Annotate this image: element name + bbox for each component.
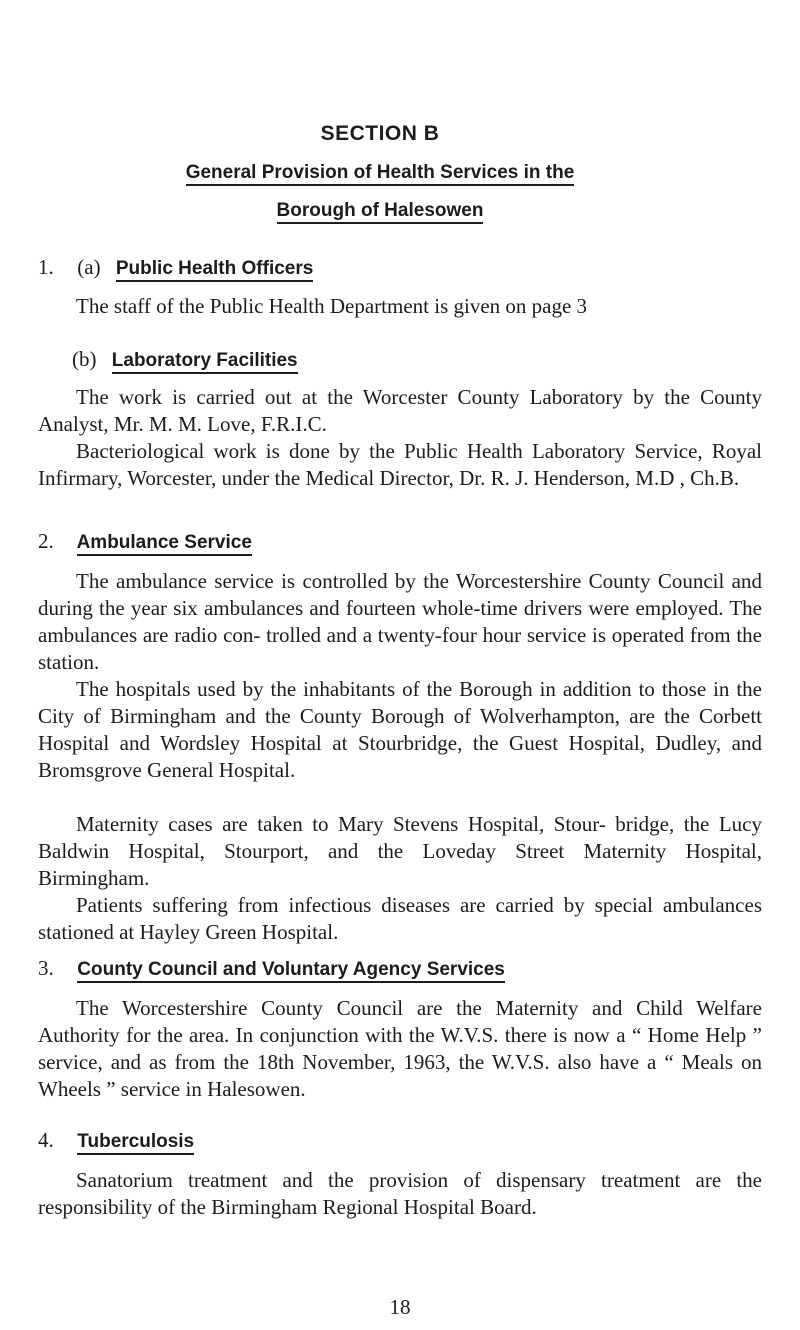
paragraph-laboratory-2: Bacteriological work is done by the Public Health Laboratory Service, Royal Infirmary, Worcester, under the Medical Director, Dr. R. J. Henderson, M.D , Ch.B. (38, 439, 762, 490)
item-number: 4. (38, 1128, 54, 1152)
item-number: 1. (38, 255, 54, 279)
page-title-line-2 (0, 200, 760, 222)
item-sub-label: (a) (77, 255, 101, 279)
heading-text: Ambulance Service (77, 532, 252, 556)
paragraph-laboratory-1: The work is carried out at the Worcester County Laboratory by the County Analyst, Mr. M. M. Love, F.R.I.C. (38, 385, 762, 436)
heading-text: Tuberculosis (77, 1131, 194, 1155)
paragraph-public-health-staff: The staff of the Public Health Department is given on page 3 (76, 294, 588, 318)
heading-text: Public Health Officers (116, 258, 313, 282)
page-number: 18 (389, 1295, 411, 1319)
paragraph-tuberculosis: Sanatorium treatment and the provision of dispensary treatment are the responsibility of the Birmingham Regional Hospital Board. (38, 1168, 762, 1219)
section-label: SECTION B (320, 122, 440, 145)
page-title-line-1 (0, 162, 760, 184)
paragraph-ambulance-1: The ambulance service is controlled by the Worcestershire County Council and during the year six ambulances and fourteen whole-time drivers were employed. The ambulances are radio con- trolled and a twenty-four hour service is operated from the station. (38, 569, 762, 674)
item-number: 3. (38, 956, 54, 980)
paragraph-ambulance-2: The hospitals used by the inhabitants of the Borough in addition to those in the City of Birmingham and the County Borough of Wolverhampton, are the Corbett Hospital and Wordsley Hospital at Stourbridge, the Guest Hospital, Dudley, and Bromsgrove General Hospital. (38, 677, 762, 782)
heading-text: County Council and Voluntary Agency Services (77, 959, 505, 983)
heading-ambulance-service (38, 529, 252, 554)
page-title-text-2: Borough of Halesowen (277, 200, 484, 224)
heading-text: Laboratory Facilities (112, 350, 298, 374)
item-number: 2. (38, 529, 54, 553)
item-sub-label: (b) (72, 347, 97, 371)
heading-county-council-services (38, 956, 505, 981)
heading-public-health-officers (38, 255, 313, 280)
heading-laboratory-facilities (72, 347, 298, 372)
paragraph-county-council: The Worcestershire County Council are the Maternity and Child Welfare Authority for the area. In conjunction with the W.V.S. there is now a “ Home Help ” service, and as from the 18th November, 1963, the W.V.S. also have a “ Meals on Wheels ” service in Halesowen. (38, 996, 762, 1101)
page-title-text-1: General Provision of Health Services in the (186, 162, 575, 186)
heading-tuberculosis (38, 1128, 194, 1153)
paragraph-ambulance-4: Patients suffering from infectious diseases are carried by special ambulances stationed at Hayley Green Hospital. (38, 893, 762, 944)
paragraph-ambulance-3: Maternity cases are taken to Mary Stevens Hospital, Stour- bridge, the Lucy Baldwin Hospital, Stourport, and the Loveday Street Maternity Hospital, Birmingham. (38, 812, 762, 890)
